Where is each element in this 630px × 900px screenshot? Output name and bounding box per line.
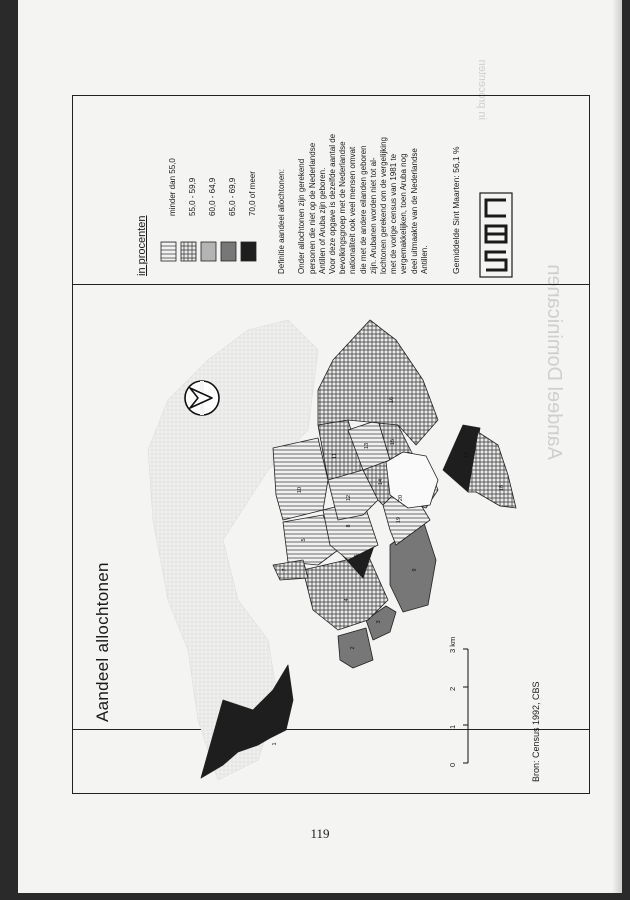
district-7 [273, 560, 308, 580]
legend-label-3: 60,0 - 64,9 [208, 177, 217, 216]
legend-heading: in procenten [136, 215, 148, 276]
scale-label: 1 [448, 724, 457, 729]
legend-label-2: 55,0 - 59,9 [188, 177, 197, 216]
legend-swatch [201, 242, 216, 261]
definition-line: Onder allochtonen zijn gerekend [297, 158, 307, 274]
map-graphic [18, 0, 622, 893]
definition-line: personen die niet op de Nederlandse [307, 142, 317, 274]
source-note: Bron: Census 1992, CBS [531, 681, 541, 782]
document-page [18, 0, 622, 893]
legend-label-5: 70,0 of meer [248, 171, 257, 216]
page-number: 119 [310, 826, 330, 841]
district-number: 1 [272, 742, 278, 746]
district-number: 3 [376, 620, 382, 624]
district-number: 19 [396, 516, 402, 524]
bleed-through-title: Aandeel Dominicanen [543, 264, 565, 460]
definition-line: bevolkingsgroep met de Nederlandse [338, 141, 348, 274]
district-number: 18 [499, 484, 505, 492]
definition-line: Antillen. [419, 245, 429, 274]
bleed-through-legend: in procenten [476, 59, 488, 120]
definition-line: lochtonen gerekend om de vergelijking [379, 137, 389, 274]
definition-line: zijn. Arubanen worden niet tot al- [368, 157, 378, 274]
definition-line: Definitie aandeel allochtonen: [277, 169, 286, 274]
district-10 [273, 438, 328, 520]
district-number: 17 [464, 451, 470, 459]
scale-label: 3 km [448, 636, 457, 653]
district-number: 7 [282, 568, 288, 572]
district-number: 15 [390, 438, 396, 446]
definition-line: met de vorige census van 1981 te [389, 153, 399, 274]
district-number: 9 [412, 568, 418, 572]
district-number: 12 [346, 494, 352, 502]
district-number: 10 [297, 486, 303, 494]
district-number: 5 [301, 538, 307, 542]
definition-line: Voor deze opgave is dezelfde aantal de [328, 133, 338, 274]
district-number: 8 [346, 524, 352, 528]
definition-line: vergemakkelijken, toen Aruba nog [399, 153, 409, 274]
legend-swatch [221, 242, 236, 261]
district-number: 14 [378, 478, 384, 486]
district-number: 13 [364, 442, 370, 450]
district-number: 11 [332, 453, 338, 459]
map-title: Aandeel allochtonen [93, 562, 112, 722]
scale-label: 2 [448, 686, 457, 691]
district-number: 6 [354, 554, 360, 558]
legend-swatch [241, 242, 256, 261]
legend-label-4: 65,0 - 69,9 [228, 177, 237, 216]
definition-line: die met de andere eilanden geboren [358, 145, 368, 274]
definition-line: nationaliteit ook veel mensen omvat [348, 146, 358, 274]
district-number: 20 [398, 494, 404, 502]
legend-swatch [181, 242, 196, 261]
average-note: Gemiddelde Sint Maarten: 56,1 % [451, 146, 461, 274]
legend-swatches [161, 242, 256, 261]
north-arrow-icon [185, 381, 219, 415]
definition-line: Antillen of Aruba zijn geboren. [317, 167, 327, 274]
scale-label: 0 [448, 762, 457, 767]
district-number: 2 [350, 646, 356, 650]
scale-bar [463, 649, 468, 763]
district-number: 4 [344, 598, 350, 602]
district-number: 16 [389, 396, 395, 404]
definition-line: deel uitmaakte van de Nederlandse [409, 148, 419, 274]
legend-swatch [161, 242, 176, 261]
legend-label-1: minder dan 55,0 [168, 158, 177, 216]
